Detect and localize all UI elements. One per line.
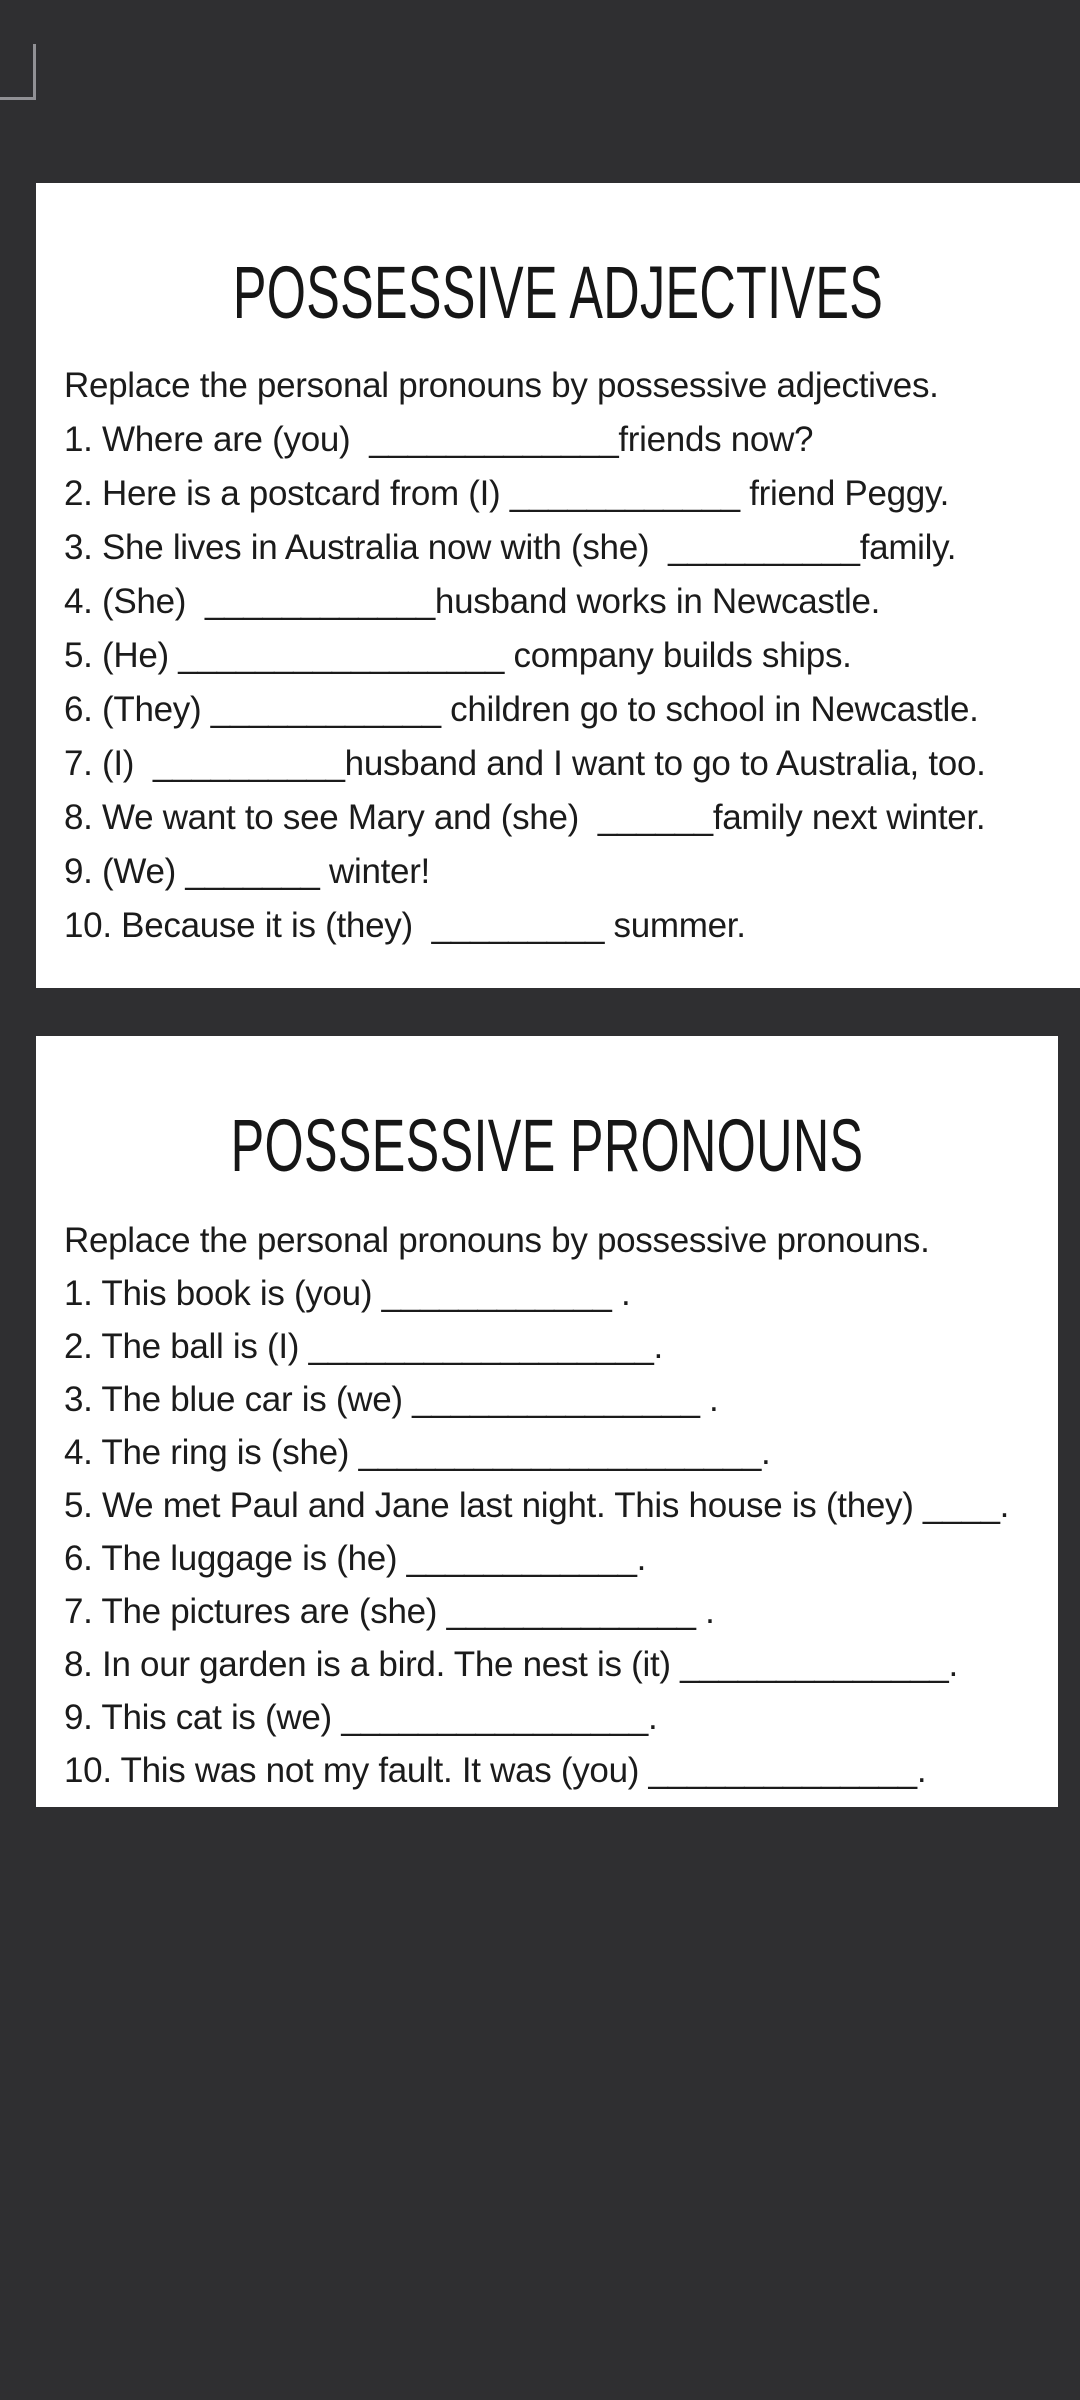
worksheet-item: 3. The blue car is (we) _______________ . (64, 1380, 719, 1419)
worksheet-item: 4. The ring is (she) _____________________. (64, 1433, 771, 1472)
worksheet-page-pronouns (36, 1036, 1058, 1807)
worksheet-item: 10. Because it is (they) _________ summer. (64, 906, 746, 945)
worksheet-item: 4. (She) ____________husband works in Newcastle. (64, 582, 881, 621)
page-title: POSSESSIVE PRONOUNS (230, 1104, 864, 1187)
worksheet-item: 6. The luggage is (he) ____________. (64, 1539, 647, 1578)
worksheet-item: 7. (I) __________husband and I want to go to Australia, too. (64, 744, 986, 783)
worksheet-item: 8. In our garden is a bird. The nest is (it) ______________. (64, 1645, 958, 1684)
worksheet-item: 9. (We) _______ winter! (64, 852, 430, 891)
instruction-text: Replace the personal pronouns by possessive adjectives. (64, 366, 939, 405)
worksheet-item: 10. This was not my fault. It was (you) ______________. (64, 1751, 927, 1790)
corner-bracket-icon (0, 44, 36, 100)
worksheet-item: 5. (He) _________________ company builds ships. (64, 636, 852, 675)
worksheet-item: 1. Where are (you) _____________friends now? (64, 420, 814, 459)
page-title: POSSESSIVE ADJECTIVES (232, 251, 884, 334)
worksheet-item: 6. (They) ____________ children go to school in Newcastle. (64, 690, 979, 729)
worksheet-item: 9. This cat is (we) ________________. (64, 1698, 658, 1737)
worksheet-body (64, 1214, 1052, 1797)
worksheet-item: 3. She lives in Australia now with (she) __________family. (64, 528, 957, 567)
worksheet-item: 8. We want to see Mary and (she) ______family next winter. (64, 798, 986, 837)
worksheet-item: 5. We met Paul and Jane last night. This house is (they) ____. (64, 1486, 1010, 1525)
worksheet-body (64, 359, 1074, 953)
worksheet-item: 2. Here is a postcard from (I) ____________ friend Peggy. (64, 474, 949, 513)
instruction-text: Replace the personal pronouns by possessive pronouns. (64, 1221, 930, 1260)
worksheet-item: 7. The pictures are (she) _____________ . (64, 1592, 715, 1631)
worksheet-page-adjectives (36, 183, 1080, 988)
worksheet-item: 2. The ball is (I) __________________. (64, 1327, 663, 1366)
worksheet-item: 1. This book is (you) ____________ . (64, 1274, 631, 1313)
